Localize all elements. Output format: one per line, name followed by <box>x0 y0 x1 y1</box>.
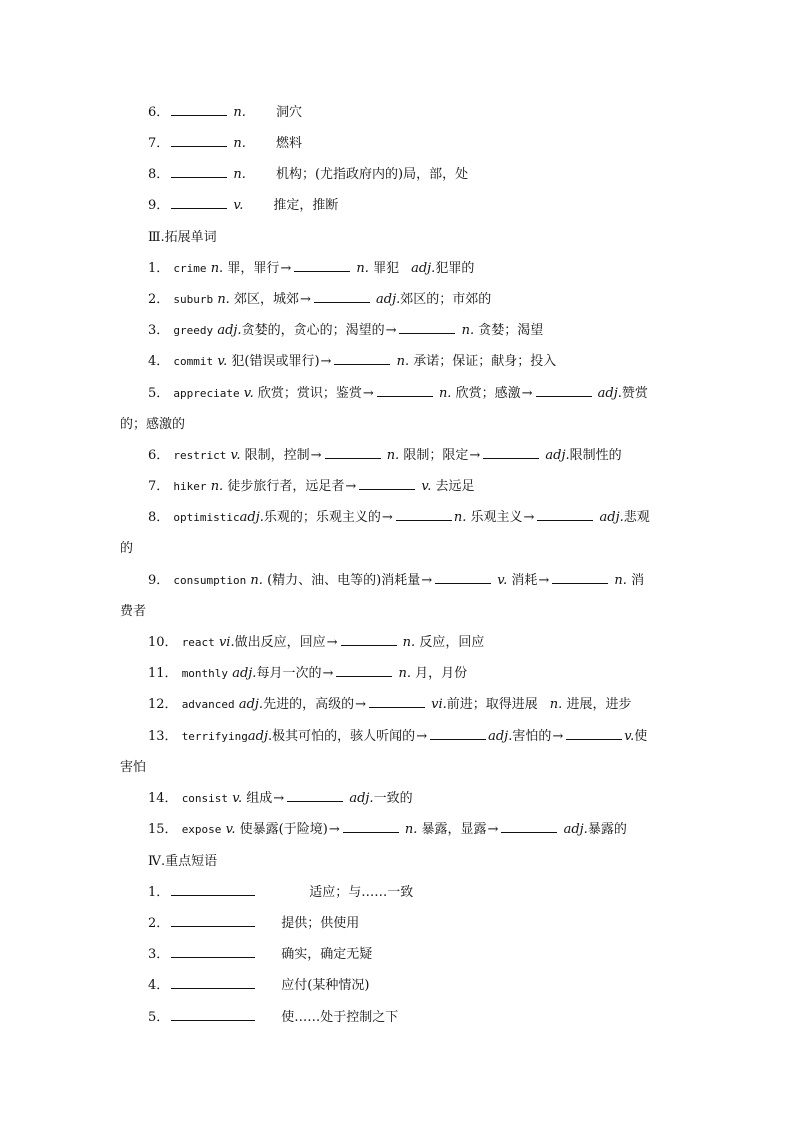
vocab-item-6: 6． n. 洞穴 <box>148 105 302 120</box>
answer-blank[interactable] <box>359 477 415 490</box>
answer-blank[interactable] <box>552 571 608 584</box>
answer-blank[interactable] <box>294 259 350 272</box>
expand-item-3: 3． greedy adj.贪婪的，贪心的；渴望的→ n. 贪婪；渴望 <box>148 323 544 338</box>
answer-blank[interactable] <box>430 727 486 740</box>
expand-item-8-cont: 的 <box>120 541 134 556</box>
expand-item-9-cont: 费者 <box>120 604 147 619</box>
answer-blank[interactable] <box>325 446 381 459</box>
expand-item-15: 15． expose v. 使暴露(于险境)→ n. 暴露，显露→ adj.暴露的 <box>148 822 627 837</box>
answer-blank[interactable] <box>343 820 399 833</box>
answer-blank[interactable] <box>171 976 255 989</box>
answer-blank[interactable] <box>334 352 390 365</box>
answer-blank[interactable] <box>336 664 392 677</box>
answer-blank[interactable] <box>171 165 227 178</box>
vocab-item-8: 8． n. 机构；(尤指政府内的)局，部，处 <box>148 167 469 182</box>
answer-blank[interactable] <box>171 914 255 927</box>
expand-item-1: 1． crime n. 罪，罪行→ n. 罪犯 adj.犯罪的 <box>148 261 475 276</box>
phrase-item-2: 2． 提供；供使用 <box>148 916 360 931</box>
expand-item-10: 10． react vi.做出反应，回应→ n. 反应，回应 <box>148 635 485 650</box>
answer-blank[interactable] <box>396 508 452 521</box>
expand-item-8: 8． optimisticadj.乐观的；乐观主义的→ n. 乐观主义→ adj.悲观 <box>148 510 650 525</box>
answer-blank[interactable] <box>171 196 227 209</box>
expand-item-5: 5． appreciate v. 欣赏；赏识；鉴赏→ n. 欣赏；感激→ adj.赞赏 <box>148 386 648 401</box>
expand-item-14: 14． consist v. 组成→ adj.一致的 <box>148 791 413 806</box>
vocab-item-9: 9． v. 推定，推断 <box>148 198 339 213</box>
answer-blank[interactable] <box>399 321 455 334</box>
expand-item-4: 4． commit v. 犯(错误或罪行)→ n. 承诺；保证；献身；投入 <box>148 354 557 369</box>
answer-blank[interactable] <box>537 508 593 521</box>
answer-blank[interactable] <box>377 384 433 397</box>
answer-blank[interactable] <box>536 384 592 397</box>
answer-blank[interactable] <box>501 820 557 833</box>
answer-blank[interactable] <box>314 290 370 303</box>
expand-item-12: 12． advanced adj.先进的，高级的→ vi.前进；取得进展 n. 进展，进步 <box>148 697 632 712</box>
expand-item-6: 6． restrict v. 限制，控制→ n. 限制；限定→ adj.限制性的 <box>148 448 622 463</box>
answer-blank[interactable] <box>566 727 622 740</box>
vocab-item-7: 7． n. 燃料 <box>148 136 302 151</box>
expand-item-9: 9． consumption n. (精力、油、电等的)消耗量→ v. 消耗→ n. 消 <box>148 573 645 588</box>
expand-item-2: 2． suburb n. 郊区，城郊→ adj.郊区的；市郊的 <box>148 292 492 307</box>
expand-item-11: 11． monthly adj.每月一次的→ n. 月，月份 <box>148 666 468 681</box>
section-title-key-phrases: Ⅳ.重点短语 <box>148 854 218 869</box>
expand-item-13-cont: 害怕 <box>120 760 147 775</box>
expand-item-7: 7． hiker n. 徒步旅行者，远足者→ v. 去远足 <box>148 479 475 494</box>
phrase-item-3: 3． 确实，确定无疑 <box>148 947 373 962</box>
answer-blank[interactable] <box>171 883 255 896</box>
answer-blank[interactable] <box>171 103 227 116</box>
answer-blank[interactable] <box>341 633 397 646</box>
phrase-item-5: 5． 使……处于控制之下 <box>148 1010 399 1025</box>
answer-blank[interactable] <box>287 789 343 802</box>
expand-item-13: 13． terrifyingadj.极其可怕的，骇人听闻的→ adj.害怕的→ v.使 <box>148 729 648 744</box>
expand-item-5-cont: 的；感激的 <box>120 417 186 432</box>
answer-blank[interactable] <box>369 695 425 708</box>
answer-blank[interactable] <box>483 446 539 459</box>
answer-blank[interactable] <box>435 571 491 584</box>
answer-blank[interactable] <box>171 134 227 147</box>
answer-blank[interactable] <box>171 945 255 958</box>
section-title-expand-words: Ⅲ.拓展单词 <box>148 230 217 245</box>
phrase-item-1: 1． 适应；与……一致 <box>148 885 414 900</box>
answer-blank[interactable] <box>171 1008 255 1021</box>
phrase-item-4: 4． 应付(某种情况) <box>148 978 370 993</box>
